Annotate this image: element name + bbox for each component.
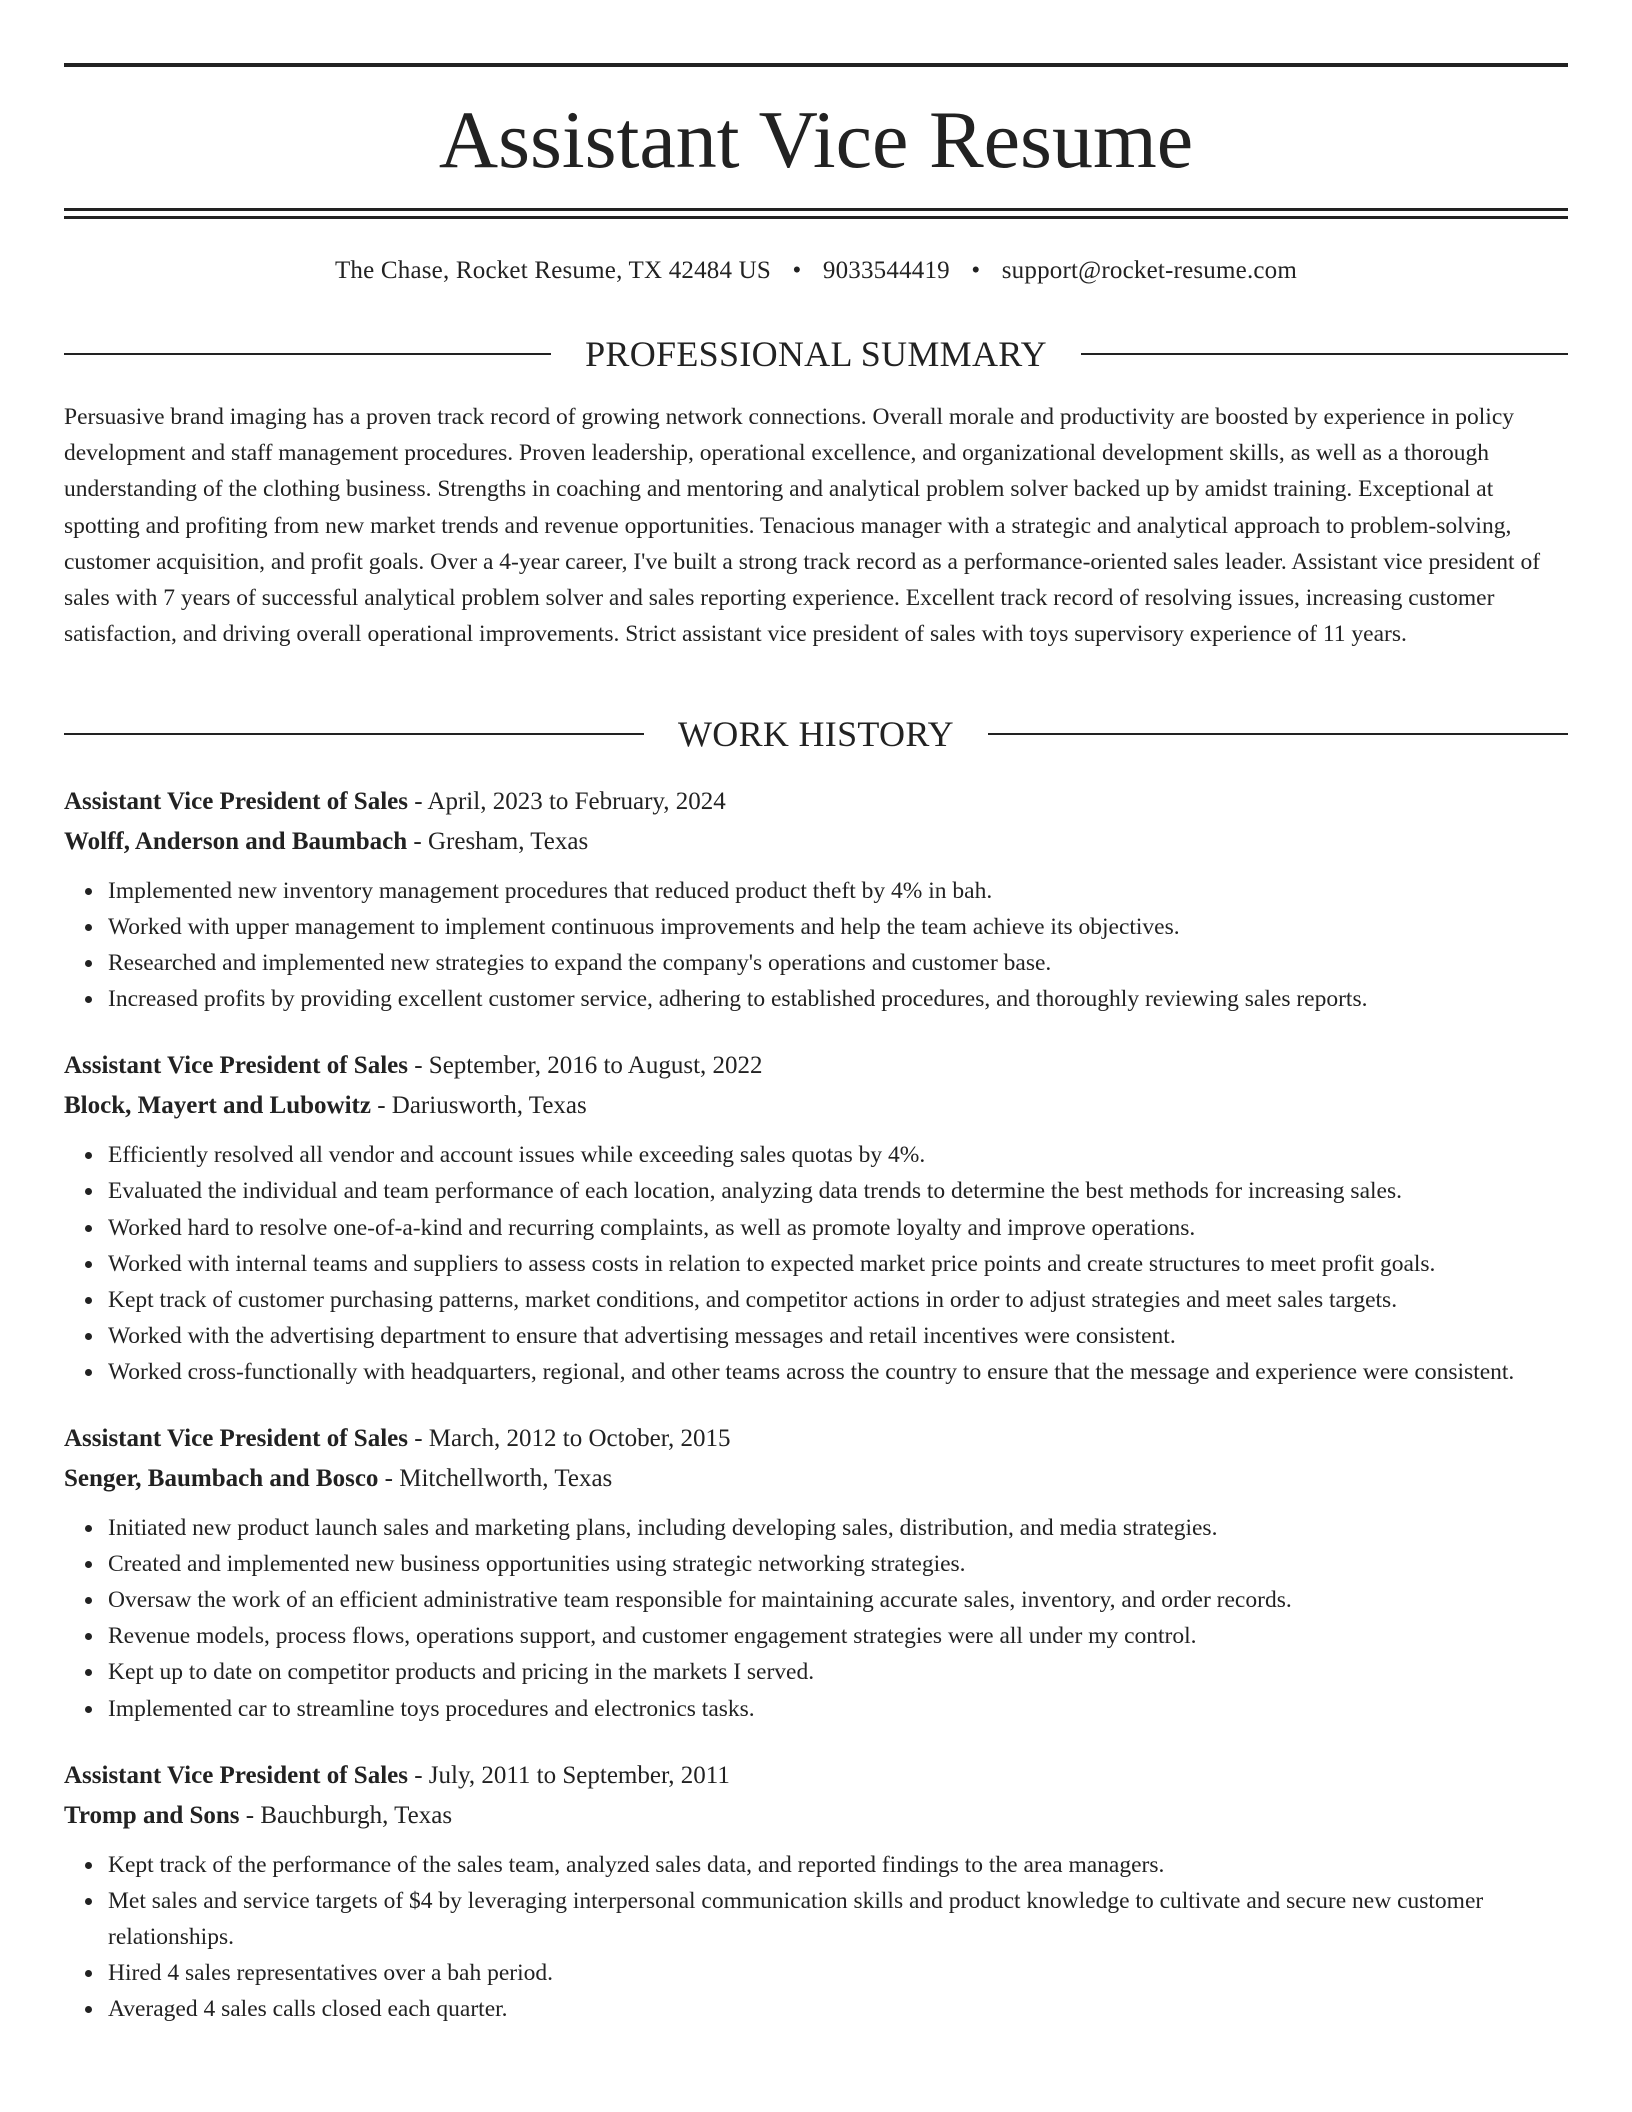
job-bullet: Efficiently resolved all vendor and account issues while exceeding sales quotas by 4%. — [108, 1137, 1568, 1173]
job-company-line — [64, 822, 1568, 862]
job-entry — [64, 782, 1568, 1017]
job-dates: - September, 2016 to August, 2022 — [407, 1052, 763, 1080]
heading-rule-right — [1081, 353, 1568, 355]
job-title-line — [64, 1046, 1568, 1086]
work-history-section-heading — [64, 712, 1568, 756]
job-company-line — [64, 1459, 1568, 1499]
job-location: - Mitchellworth, Texas — [378, 1465, 613, 1493]
job-bullet: Averaged 4 sales calls closed each quarter. — [108, 1991, 1568, 2027]
work-history-list — [64, 782, 1568, 2056]
job-location: - Gresham, Texas — [407, 828, 589, 855]
job-bullet-list — [64, 1137, 1568, 1390]
job-title: Assistant Vice President of Sales — [64, 1425, 408, 1453]
job-bullet: Kept track of customer purchasing patterns, market conditions, and competitor actions in order to adjust strategies and meet sales targets. — [108, 1282, 1568, 1318]
work-history-heading-label: WORK HISTORY — [678, 714, 954, 754]
contact-address: The Chase, Rocket Resume, TX 42484 US — [334, 257, 772, 284]
job-bullet: Oversaw the work of an efficient administrative team responsible for maintaining accurate sales, inventory, and order records. — [108, 1582, 1568, 1618]
summary-heading-label: PROFESSIONAL SUMMARY — [585, 334, 1047, 374]
job-entry — [64, 1419, 1568, 1727]
summary-paragraph: Persuasive brand imaging has a proven track record of growing network connections. Overall morale and productivity are boosted by experience in policy development and staff management procedures. Proven leadership, operational excellence, and organizational development skills, as well as a thorough understanding of the clothing business. Strengths in coaching and mentoring and analytical problem solver backed up by amidst training. Exceptional at spotting and profiting from new market trends and revenue opportunities. Tenacious manager with a strategic and analytical approach to problem-solving, customer acquisition, and profit goals. Over a 4-year career, I've built a strong track record as a performance-oriented sales leader. Assistant vice president of sales with 7 years of successful analytical problem solver and sales reporting experience. Excellent track record of resolving issues, increasing customer satisfaction, and driving overall operational improvements. Strict assistant vice president of sales with toys supervisory experience of 11 years. — [64, 404, 1541, 648]
job-bullet: Increased profits by providing excellent customer service, adhering to established procedures, and thoroughly reviewing sales reports. — [108, 981, 1568, 1017]
header-double-rule-upper — [64, 208, 1568, 211]
job-bullet-list — [64, 873, 1568, 1017]
contact-line — [64, 253, 1568, 289]
job-location: - Bauchburgh, Texas — [239, 1801, 453, 1829]
job-company: Wolff, Anderson and Baumbach — [64, 828, 408, 855]
job-dates: - July, 2011 to September, 2011 — [407, 1761, 730, 1789]
job-bullet: Implemented car to streamline toys procedures and electronics tasks. — [108, 1691, 1568, 1727]
job-bullet: Evaluated the individual and team performance of each location, analyzing data trends to determine the best methods for increasing sales. — [108, 1173, 1568, 1209]
job-company-line — [64, 1796, 1568, 1836]
heading-rule-left — [64, 353, 551, 355]
contact-separator: • — [971, 257, 981, 284]
job-bullet: Hired 4 sales representatives over a bah period. — [108, 1955, 1568, 1991]
job-bullet: Worked with upper management to implement continuous improvements and help the team achieve its objectives. — [108, 909, 1568, 945]
contact-separator: • — [792, 257, 802, 284]
job-title-line — [64, 1756, 1568, 1796]
resume-title: Assistant Vice Resume — [438, 94, 1194, 185]
job-bullet: Revenue models, process flows, operations support, and customer engagement strategies were all under my control. — [108, 1618, 1568, 1654]
job-bullet: Worked hard to resolve one-of-a-kind and recurring complaints, as well as promote loyalty and improve operations. — [108, 1210, 1568, 1246]
job-company: Block, Mayert and Lubowitz — [64, 1092, 371, 1120]
job-dates: - March, 2012 to October, 2015 — [407, 1425, 731, 1453]
job-bullet-list — [64, 1847, 1568, 2027]
job-bullet: Worked with the advertising department to ensure that advertising messages and retail incentives were consistent. — [108, 1318, 1568, 1354]
job-bullet: Worked cross-functionally with headquarters, regional, and other teams across the country to ensure that the message and experience were consistent. — [108, 1354, 1568, 1390]
job-bullet: Researched and implemented new strategies to expand the company's operations and customer base. — [108, 945, 1568, 981]
job-bullet: Kept up to date on competitor products and pricing in the markets I served. — [108, 1654, 1568, 1690]
job-entry — [64, 1046, 1568, 1390]
job-title-line — [64, 1419, 1568, 1459]
job-title: Assistant Vice President of Sales — [64, 1052, 408, 1080]
job-company-line — [64, 1086, 1568, 1126]
contact-phone: 9033544419 — [822, 257, 950, 284]
job-title: Assistant Vice President of Sales — [64, 1761, 408, 1789]
job-bullet: Met sales and service targets of $4 by leveraging interpersonal communication skills and product knowledge to cultivate and secure new customer relationships. — [108, 1883, 1568, 1955]
job-location: - Dariusworth, Texas — [370, 1092, 587, 1120]
job-bullet: Initiated new product launch sales and marketing plans, including developing sales, distribution, and media strategies. — [108, 1510, 1568, 1546]
header-top-rule — [64, 63, 1568, 67]
job-title-line — [64, 782, 1568, 822]
job-bullet: Kept track of the performance of the sales team, analyzed sales data, and reported findings to the area managers. — [108, 1847, 1568, 1883]
job-bullet-list — [64, 1510, 1568, 1727]
job-title: Assistant Vice President of Sales — [64, 788, 408, 815]
job-dates: - April, 2023 to February, 2024 — [407, 788, 726, 815]
heading-rule-right — [988, 733, 1568, 735]
summary-section-heading — [64, 332, 1568, 376]
job-entry — [64, 1756, 1568, 2027]
job-bullet: Worked with internal teams and suppliers to assess costs in relation to expected market price points and create structures to meet profit goals. — [108, 1246, 1568, 1282]
job-company: Tromp and Sons — [64, 1801, 240, 1829]
header-double-rule-lower — [64, 216, 1568, 219]
heading-rule-left — [64, 733, 644, 735]
contact-email: support@rocket-resume.com — [1001, 257, 1298, 284]
job-bullet: Created and implemented new business opportunities using strategic networking strategies. — [108, 1546, 1568, 1582]
job-bullet: Implemented new inventory management procedures that reduced product theft by 4% in bah. — [108, 873, 1568, 909]
job-company: Senger, Baumbach and Bosco — [64, 1465, 379, 1493]
